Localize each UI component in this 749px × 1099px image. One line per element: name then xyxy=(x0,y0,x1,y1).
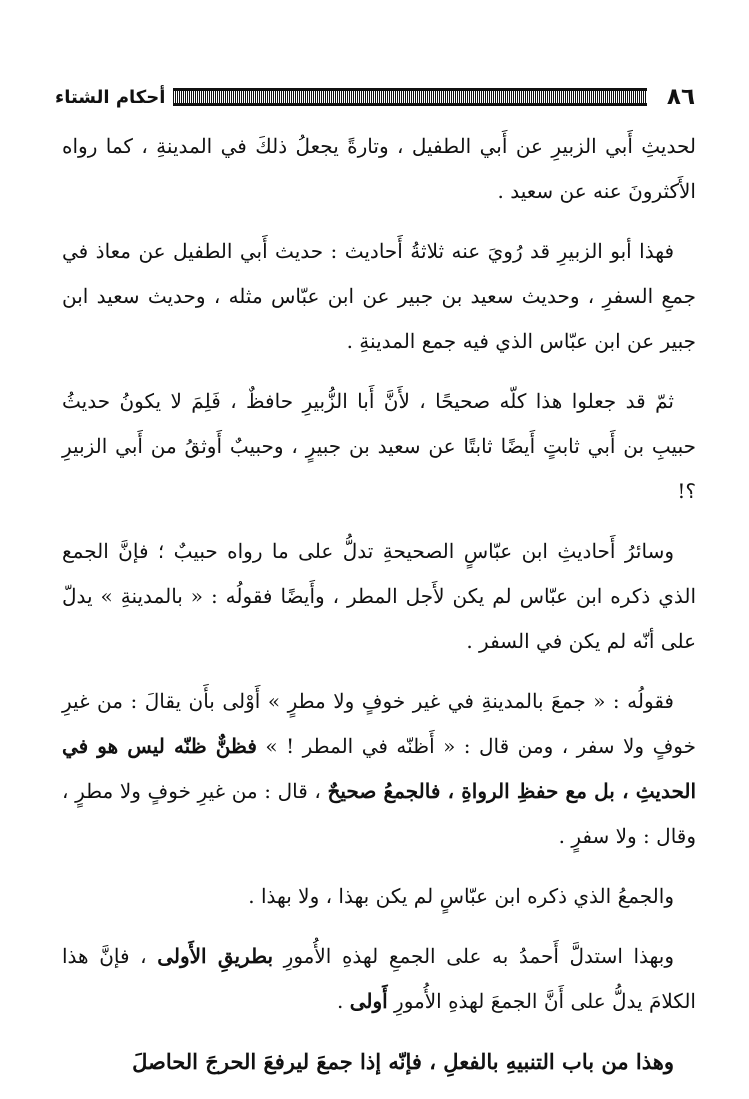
paragraph-1 xyxy=(62,124,696,214)
header-rule xyxy=(173,88,647,106)
text-segment: ثمّ قد جعلوا هذا كلّه صحيحًا ، لأَنَّ أَبا الزُّبيرِ حافظٌ ، فَلِمَ لا يكونُ حديثُ حبيبِ بن أَبي ثابتٍ أَيضًا ثابتًا عن سعيد بن جبيرٍ ، وحبيبٌ أَوثقُ من أَبي الزبيرِ ؟! xyxy=(62,389,696,503)
paragraph-6 xyxy=(62,874,696,919)
paragraph-3 xyxy=(62,379,696,514)
text-segment: . xyxy=(336,989,350,1013)
text-segment: فهذا أبو الزبيرِ قد رُويَ عنه ثلاثةُ أَحاديث : حديث أَبي الطفيل عن معاذ في جمعِ السفرِ ، وحديث سعيد بن جبير عن ابن عبّاس مثله ، وحديث سعيد ابن جبير عن ابن عبّاس الذي فيه جمع المدينةِ . xyxy=(62,239,696,353)
text-segment: فقولُه : « جمعَ بالمدينةِ في غير خوفٍ ولا مطرٍ » أَوْلى بأَن يقالَ : من غيرِ خوفٍ ولا سفر ، ومن قال : « أَظنّه في المطر ! » xyxy=(62,689,696,758)
paragraph-4 xyxy=(62,529,696,664)
paragraph-5 xyxy=(62,679,696,859)
page-header xyxy=(55,80,695,114)
bold-text-segment: فظنٌّ ظنّه ليس هو في الحديثِ ، بل مع حفظِ الرواةِ ، فالجمعُ صحيحٌ xyxy=(62,734,696,803)
text-segment: وبهذا استدلَّ أَحمدُ به على الجمعِ لهذهِ الأُمورِ xyxy=(273,944,674,968)
paragraph-2 xyxy=(62,229,696,364)
bold-text-segment: أَولى xyxy=(349,989,388,1013)
text-segment: ، فإنَّ هذا الكلامَ يدلُّ على أَنَّ الجمعَ لهذهِ الأُمورِ xyxy=(62,944,696,1013)
book-title: أحكام الشتاء xyxy=(55,86,166,108)
text-segment: لحديثِ أَبي الزبيرِ عن أَبي الطفيل ، وتارةً يجعلُ ذلكَ في المدينةِ ، كما رواه الأَكثرونَ عنه عن سعيد . xyxy=(62,134,696,203)
text-segment: وسائرُ أَحاديثِ ابن عبّاسٍ الصحيحةِ تدلُّ على ما رواه حبيبٌ ؛ فإنَّ الجمع الذي ذكره ابن عبّاس لم يكن لأَجل المطر ، وأَيضًا فقولُه : « بالمدينةِ » يدلّ على أنّه لم يكن في السفر . xyxy=(62,539,696,653)
page-number: ٨٦ xyxy=(666,84,695,110)
paragraph-7 xyxy=(62,934,696,1024)
bold-text-segment: بطريقِ الأَولى xyxy=(157,944,274,968)
text-segment: ، قال : من غيرِ خوفٍ ولا مطرٍ ، وقال : ولا سفرٍ . xyxy=(62,779,696,848)
page-body xyxy=(62,124,696,1099)
text-segment: والجمعُ الذي ذكره ابن عبّاسٍ لم يكن بهذا ، ولا بهذا . xyxy=(248,884,674,908)
final-line: وهذا من باب التنبيهِ بالفعلِ ، فإنّه إذا جمعَ ليرفعَ الحرجَ الحاصلَ xyxy=(132,1049,674,1074)
